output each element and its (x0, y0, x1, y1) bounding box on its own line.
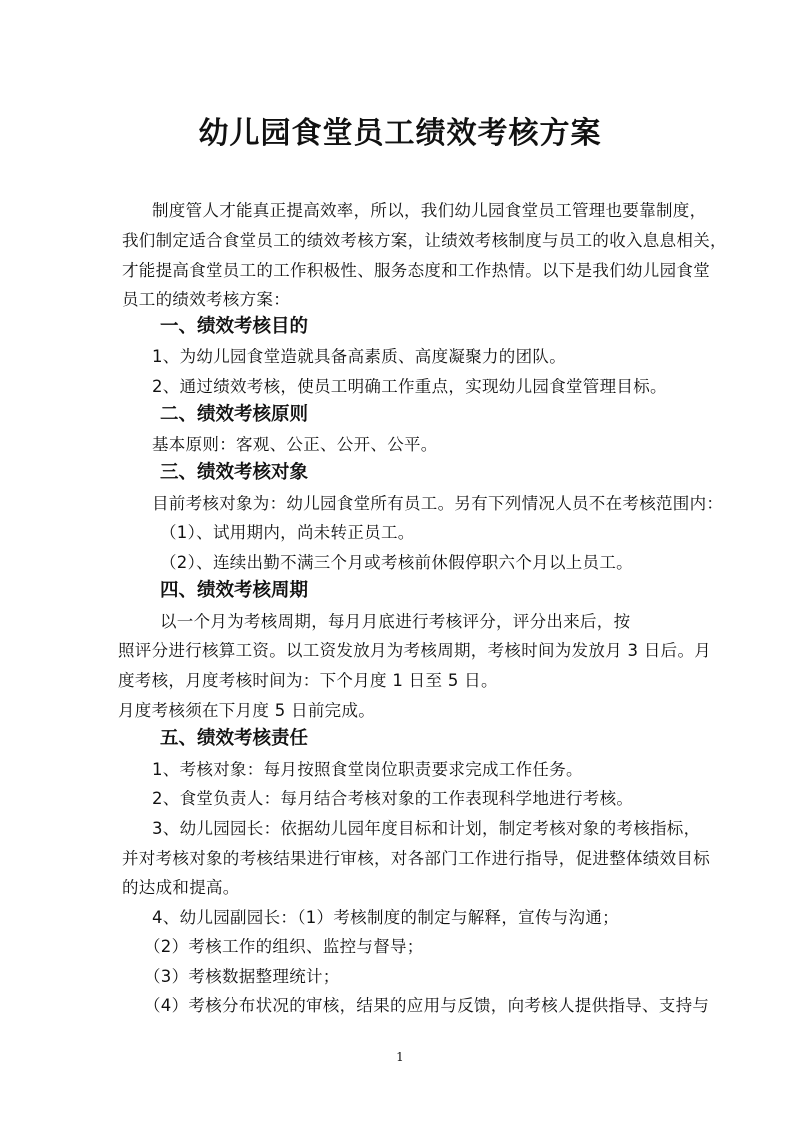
section-line: 目前考核对象为：幼儿园食堂所有员工。另有下列情况人员不在考核范围内： (152, 494, 724, 513)
page-number: 1 (396, 1050, 404, 1064)
section-line: 2、食堂负责人：每月结合考核对象的工作表现科学地进行考核。 (152, 789, 634, 808)
section-line: 并对考核对象的考核结果进行审核，对各部门工作进行指导，促进整体绩效目标 (122, 849, 710, 868)
section-line: 以一个月为考核周期，每月月底进行考核评分，评分出来后，按 (160, 612, 631, 631)
section-line: （2）、连续出勤不满三个月或考核前休假停职六个月以上员工。 (160, 553, 633, 572)
section-heading-targets: 三、绩效考核对象 (160, 462, 309, 483)
section-line: （3）考核数据整理统计； (144, 967, 340, 986)
intro-line-1: 制度管人才能真正提高效率，所以，我们幼儿园食堂员工管理也要靠制度， (152, 201, 707, 220)
section-line: 4、幼儿园副园长：（1）考核制度的制定与解释，宣传与沟通； (152, 908, 619, 927)
intro-line-3: 才能提高食堂员工的工作积极性、服务态度和工作热情。以下是我们幼儿园食堂 (122, 261, 710, 280)
intro-line-4: 员工的绩效考核方案： (122, 290, 290, 309)
section-line: 2、通过绩效考核，使员工明确工作重点，实现幼儿园食堂管理目标。 (152, 377, 667, 396)
section-heading-purpose: 一、绩效考核目的 (160, 316, 309, 337)
intro-line-2: 我们制定适合食堂员工的绩效考核方案，让绩效考核制度与员工的收入息息相关， (122, 231, 727, 250)
section-line: 3、幼儿园园长：依据幼儿园年度目标和计划，制定考核对象的考核指标， (152, 819, 701, 838)
section-heading-responsibilities: 五、绩效考核责任 (160, 728, 309, 749)
section-line: （4）考核分布状况的审核，结果的应用与反馈，向考核人提供指导、支持与 (144, 996, 710, 1015)
section-line: 1、为幼儿园食堂造就具备高素质、高度凝聚力的团队。 (152, 347, 566, 366)
section-line: 基本原则：客观、公正、公开、公平。 (152, 435, 438, 454)
section-heading-principles: 二、绩效考核原则 (160, 404, 309, 425)
section-line: 的达成和提高。 (122, 878, 240, 897)
section-line: （2）考核工作的组织、监控与督导； (144, 937, 424, 956)
section-heading-cycle: 四、绩效考核周期 (160, 580, 309, 601)
section-line: 照评分进行核算工资。以工资发放月为考核周期，考核时间为发放月 3 日后。月 (118, 641, 712, 660)
section-line: 月度考核须在下月度 5 日前完成。 (118, 701, 376, 720)
section-line: 度考核，月度考核时间为：下个月度 1 日至 5 日。 (118, 671, 498, 690)
document-title: 幼儿园食堂员工绩效考核方案 (198, 116, 602, 151)
section-line: （1）、试用期内，尚未转正员工。 (160, 523, 415, 542)
section-line: 1、考核对象：每月按照食堂岗位职责要求完成工作任务。 (152, 760, 583, 779)
